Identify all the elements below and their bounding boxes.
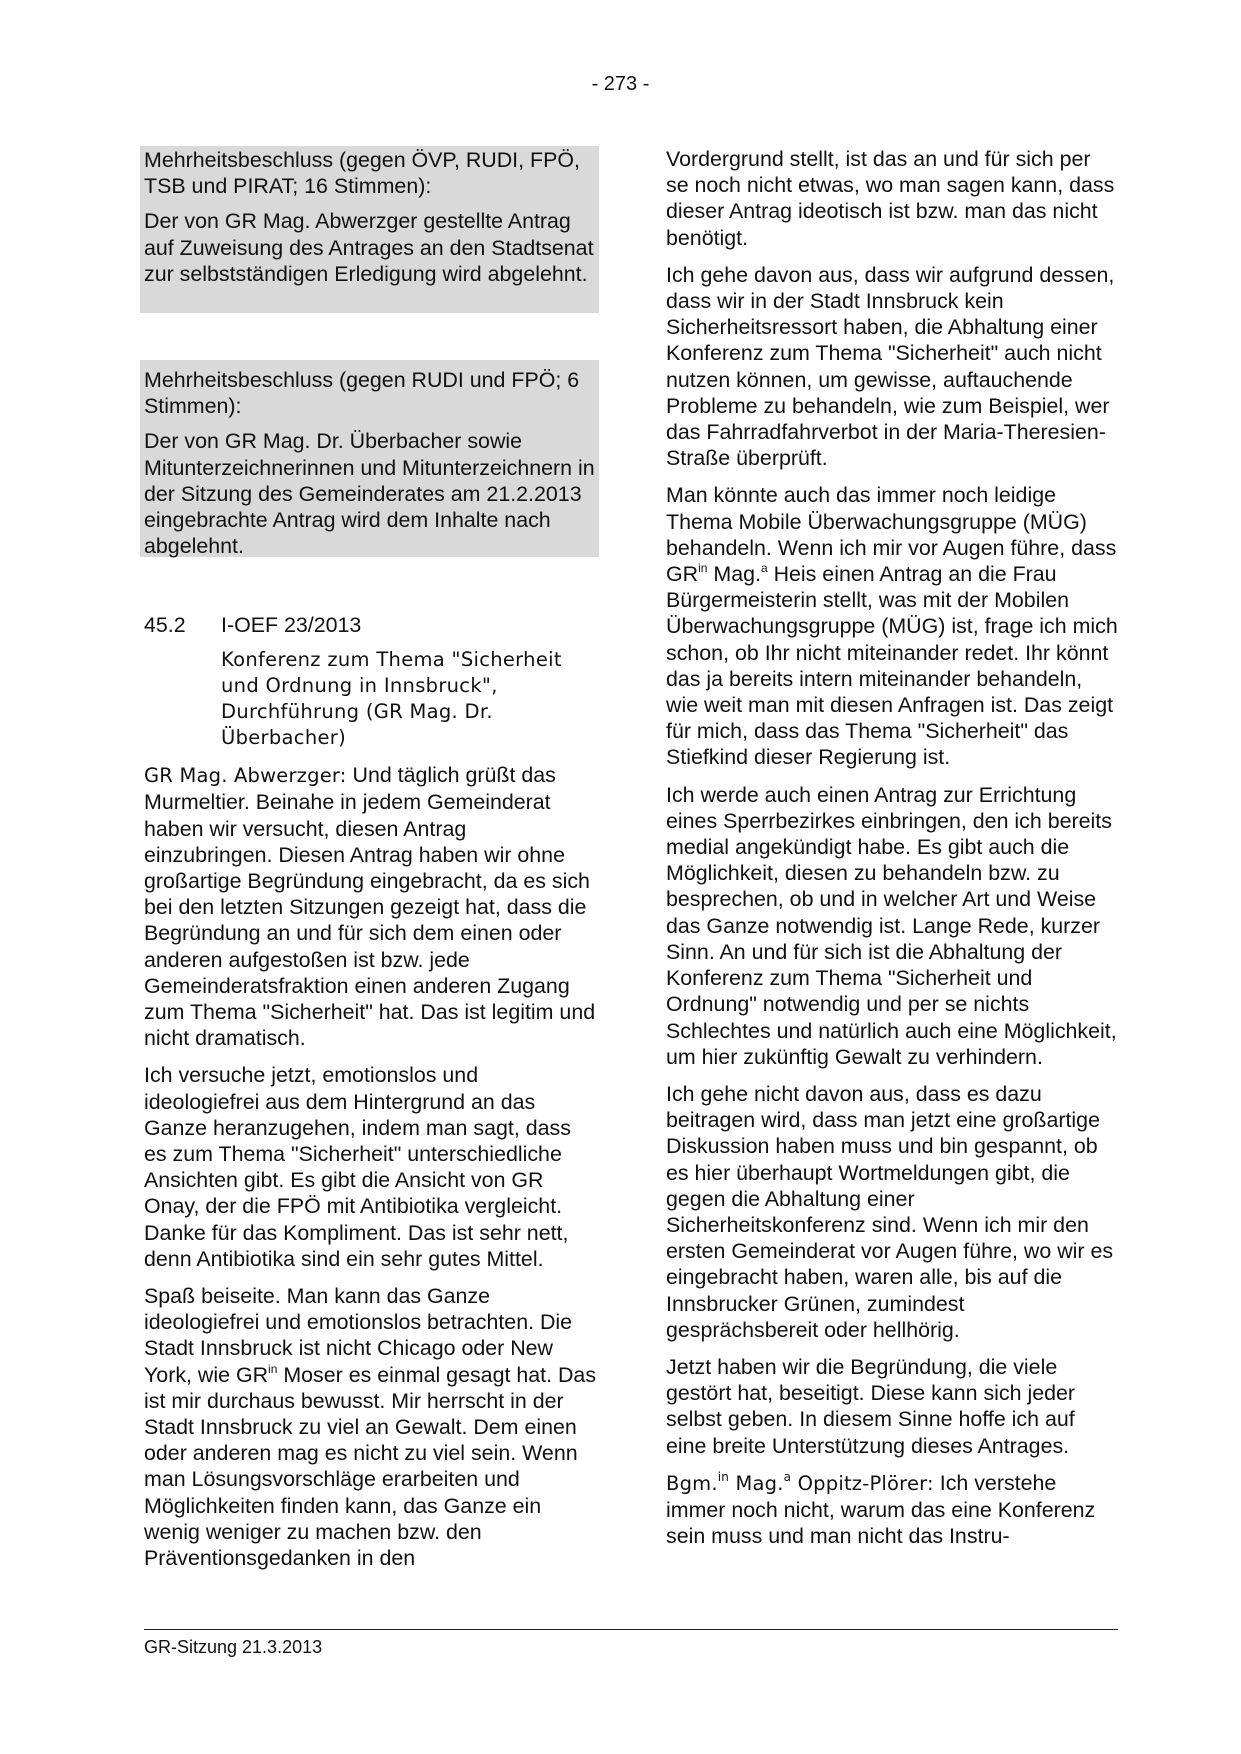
speech-paragraph: [666, 482, 1118, 770]
speech-text: Spaß beiseite. Man kann das Ganze ideologiefrei und emotionslos betrachten. Die Stadt Innsbruck ist nicht Chicago oder New York, wie GR: [144, 1284, 573, 1387]
speech-text: Und täglich grüßt das Murmeltier. Beinahe in jedem Gemeinderat haben wir versucht, diesen Antrag einzubringen. Diesen Antrag haben wir ohne großartige Begründung eingebracht, da es sich bei den letzten Sitzungen gezeigt hat, dass die Begründung an und für sich dem einen oder anderen aufgestoßen ist bzw. jede Gemeinderatsfraktion einen anderen Zugang zum Thema "Sicherheit" hat. Das ist legitim und nicht dramatisch.: [144, 763, 596, 1051]
agenda-item-number: 45.2: [144, 613, 186, 637]
speech-paragraph: [144, 1283, 596, 1571]
speech-paragraph: Ich werde auch einen Antrag zur Errichtung eines Sperrbezirkes einbringen, den ich bereits medial angekündigt habe. Es gibt auch die Möglichkeit, diesen zu behandeln bzw. zu besprechen, ob und in welcher Art und Weise das Ganze notwendig ist. Lange Rede, kurzer Sinn. An und für sich ist die Abhaltung der Konferenz zum Thema "Sicherheit und Ordnung" notwendig und per se nichts Schlechtes und natürlich auch eine Möglichkeit, um hier zukünftig Gewalt zu verhindern.: [666, 782, 1117, 1069]
agenda-item-code: I-OEF 23/2013: [221, 613, 362, 637]
speech-paragraph: Ich versuche jetzt, emotionslos und ideologiefrei aus dem Hintergrund an das Ganze heranzugehen, indem man sagt, dass es zum Thema "Sicherheit" unterschiedliche Ansichten gibt. Es gibt die Ansicht von GR Onay, der die FPÖ mit Antibiotika vergleicht. Danke für das Kompliment. Das ist sehr nett, denn Antibiotika sind ein sehr gutes Mittel.: [144, 1063, 571, 1271]
speaker-name: [666, 1469, 934, 1495]
speech-text: Mag.: [707, 562, 761, 587]
agenda-item-title: Konferenz zum Thema "Sicherheit und Ordnung in Innsbruck", Durchführung (GR Mag. Dr. Überbacher): [221, 648, 562, 750]
speech-paragraph: [144, 762, 596, 1051]
speech-text: Moser es einmal gesagt hat. Das ist mir durchaus bewusst. Mir herrscht in der Stadt Innsbruck zu viel an Gewalt. Dem einen oder anderen mag es nicht zu viel sein. Wenn man Lösungsvorschläge erarbeiten und Möglichkeiten finden kann, das Ganze ein wenig weniger zu machen bzw. den Präventionsgedanken in den: [144, 1362, 597, 1571]
speaker-surname: Oppitz-Plörer:: [791, 1471, 934, 1495]
left-column: [144, 146, 596, 1582]
speech-paragraph: Ich gehe nicht davon aus, dass es dazu beitragen wird, dass man jetzt eine großartige Diskussion haben muss und bin gespannt, ob es hier überhaupt Wortmeldungen gibt, die gegen die Abhaltung einer Sicherheitskonferenz sind. Wenn ich mir den ersten Gemeinderat vor Augen führe, wo wir es eingebracht haben, waren alle, bis auf die Innsbrucker Grünen, zumindest gesprächsbereit oder hellhörig.: [666, 1081, 1114, 1342]
speech-text: Man könnte auch das immer noch leidige Thema Mobile Überwachungsgruppe (MÜG) behandeln. Wenn ich mir vor Augen führe, dass GR: [666, 483, 1117, 587]
superscript: in: [698, 561, 708, 576]
resolution-2-text: Der von GR Mag. Dr. Überbacher sowie Mitunterzeichnerinnen und Mitunterzeichnern in der Sitzung des Gemeinderates am 21.2.2013 eingebrachte Antrag wird dem Inhalte nach abgelehnt.: [144, 429, 595, 559]
right-column: [666, 146, 1118, 1560]
resolution-1-heading: Mehrheitsbeschluss (gegen ÖVP, RUDI, FPÖ, TSB und PIRAT; 16 Stimmen):: [144, 148, 580, 199]
speech-paragraph: [666, 1470, 1118, 1550]
superscript: in: [717, 1469, 730, 1484]
page-number: - 273 -: [591, 73, 650, 95]
footer-divider: [144, 1629, 1118, 1630]
resolution-box-1: [140, 146, 599, 313]
speaker-title: Bgm.: [666, 1471, 718, 1495]
speaker-name: GR Mag. Abwerzger:: [144, 764, 347, 788]
agenda-item-header: [144, 612, 596, 638]
speech-paragraph: Jetzt haben wir die Begründung, die viele gestört hat, beseitigt. Diese kann sich jeder selbst geben. In diesem Sinne hoffe ich auf eine breite Unterstützung dieses Antrages.: [666, 1354, 1076, 1458]
speaker-title: Mag.: [729, 1471, 784, 1495]
superscript: a: [783, 1469, 792, 1484]
superscript: in: [268, 1361, 278, 1376]
resolution-box-2: [140, 360, 599, 557]
speech-text: Ich verstehe immer noch nicht, warum das eine Konferenz sein muss und man nicht das Instru-: [666, 1470, 1096, 1549]
footer-session-date: GR-Sitzung 21.3.2013: [144, 1637, 323, 1657]
superscript: a: [760, 561, 768, 576]
resolution-1-text: Der von GR Mag. Abwerzger gestellte Antrag auf Zuweisung des Antrages an den Stadtsenat zur selbstständigen Erledigung wird abgelehnt.: [144, 209, 594, 286]
speech-paragraph: Vordergrund stellt, ist das an und für sich per se noch nicht etwas, wo man sagen kann, dass dieser Antrag ideotisch ist bzw. man das nicht benötigt.: [666, 147, 1115, 250]
speech-text: Heis einen Antrag an die Frau Bürgermeisterin stellt, was mit der Mobilen Überwachungsgruppe (MÜG) ist, frage ich mich schon, ob Ihr nicht miteinander redet. Ihr könnt das ja bereits intern miteinander behandeln, wie weit man mit diesen Anfragen ist. Das zeigt für mich, dass das Thema "Sicherheit" das Stiefkind dieser Regierung ist.: [666, 562, 1118, 770]
resolution-2-heading: Mehrheitsbeschluss (gegen RUDI und FPÖ; 6 Stimmen):: [144, 368, 580, 419]
speech-paragraph: Ich gehe davon aus, dass wir aufgrund dessen, dass wir in der Stadt Innsbruck kein Sicherheitsressort haben, die Abhaltung einer Konferenz zum Thema "Sicherheit" auch nicht nutzen können, um gewisse, auftauchende Probleme zu behandeln, wie zum Beispiel, wer das Fahrradfahrverbot in der Maria-Theresien-Straße überprüft.: [666, 262, 1115, 471]
